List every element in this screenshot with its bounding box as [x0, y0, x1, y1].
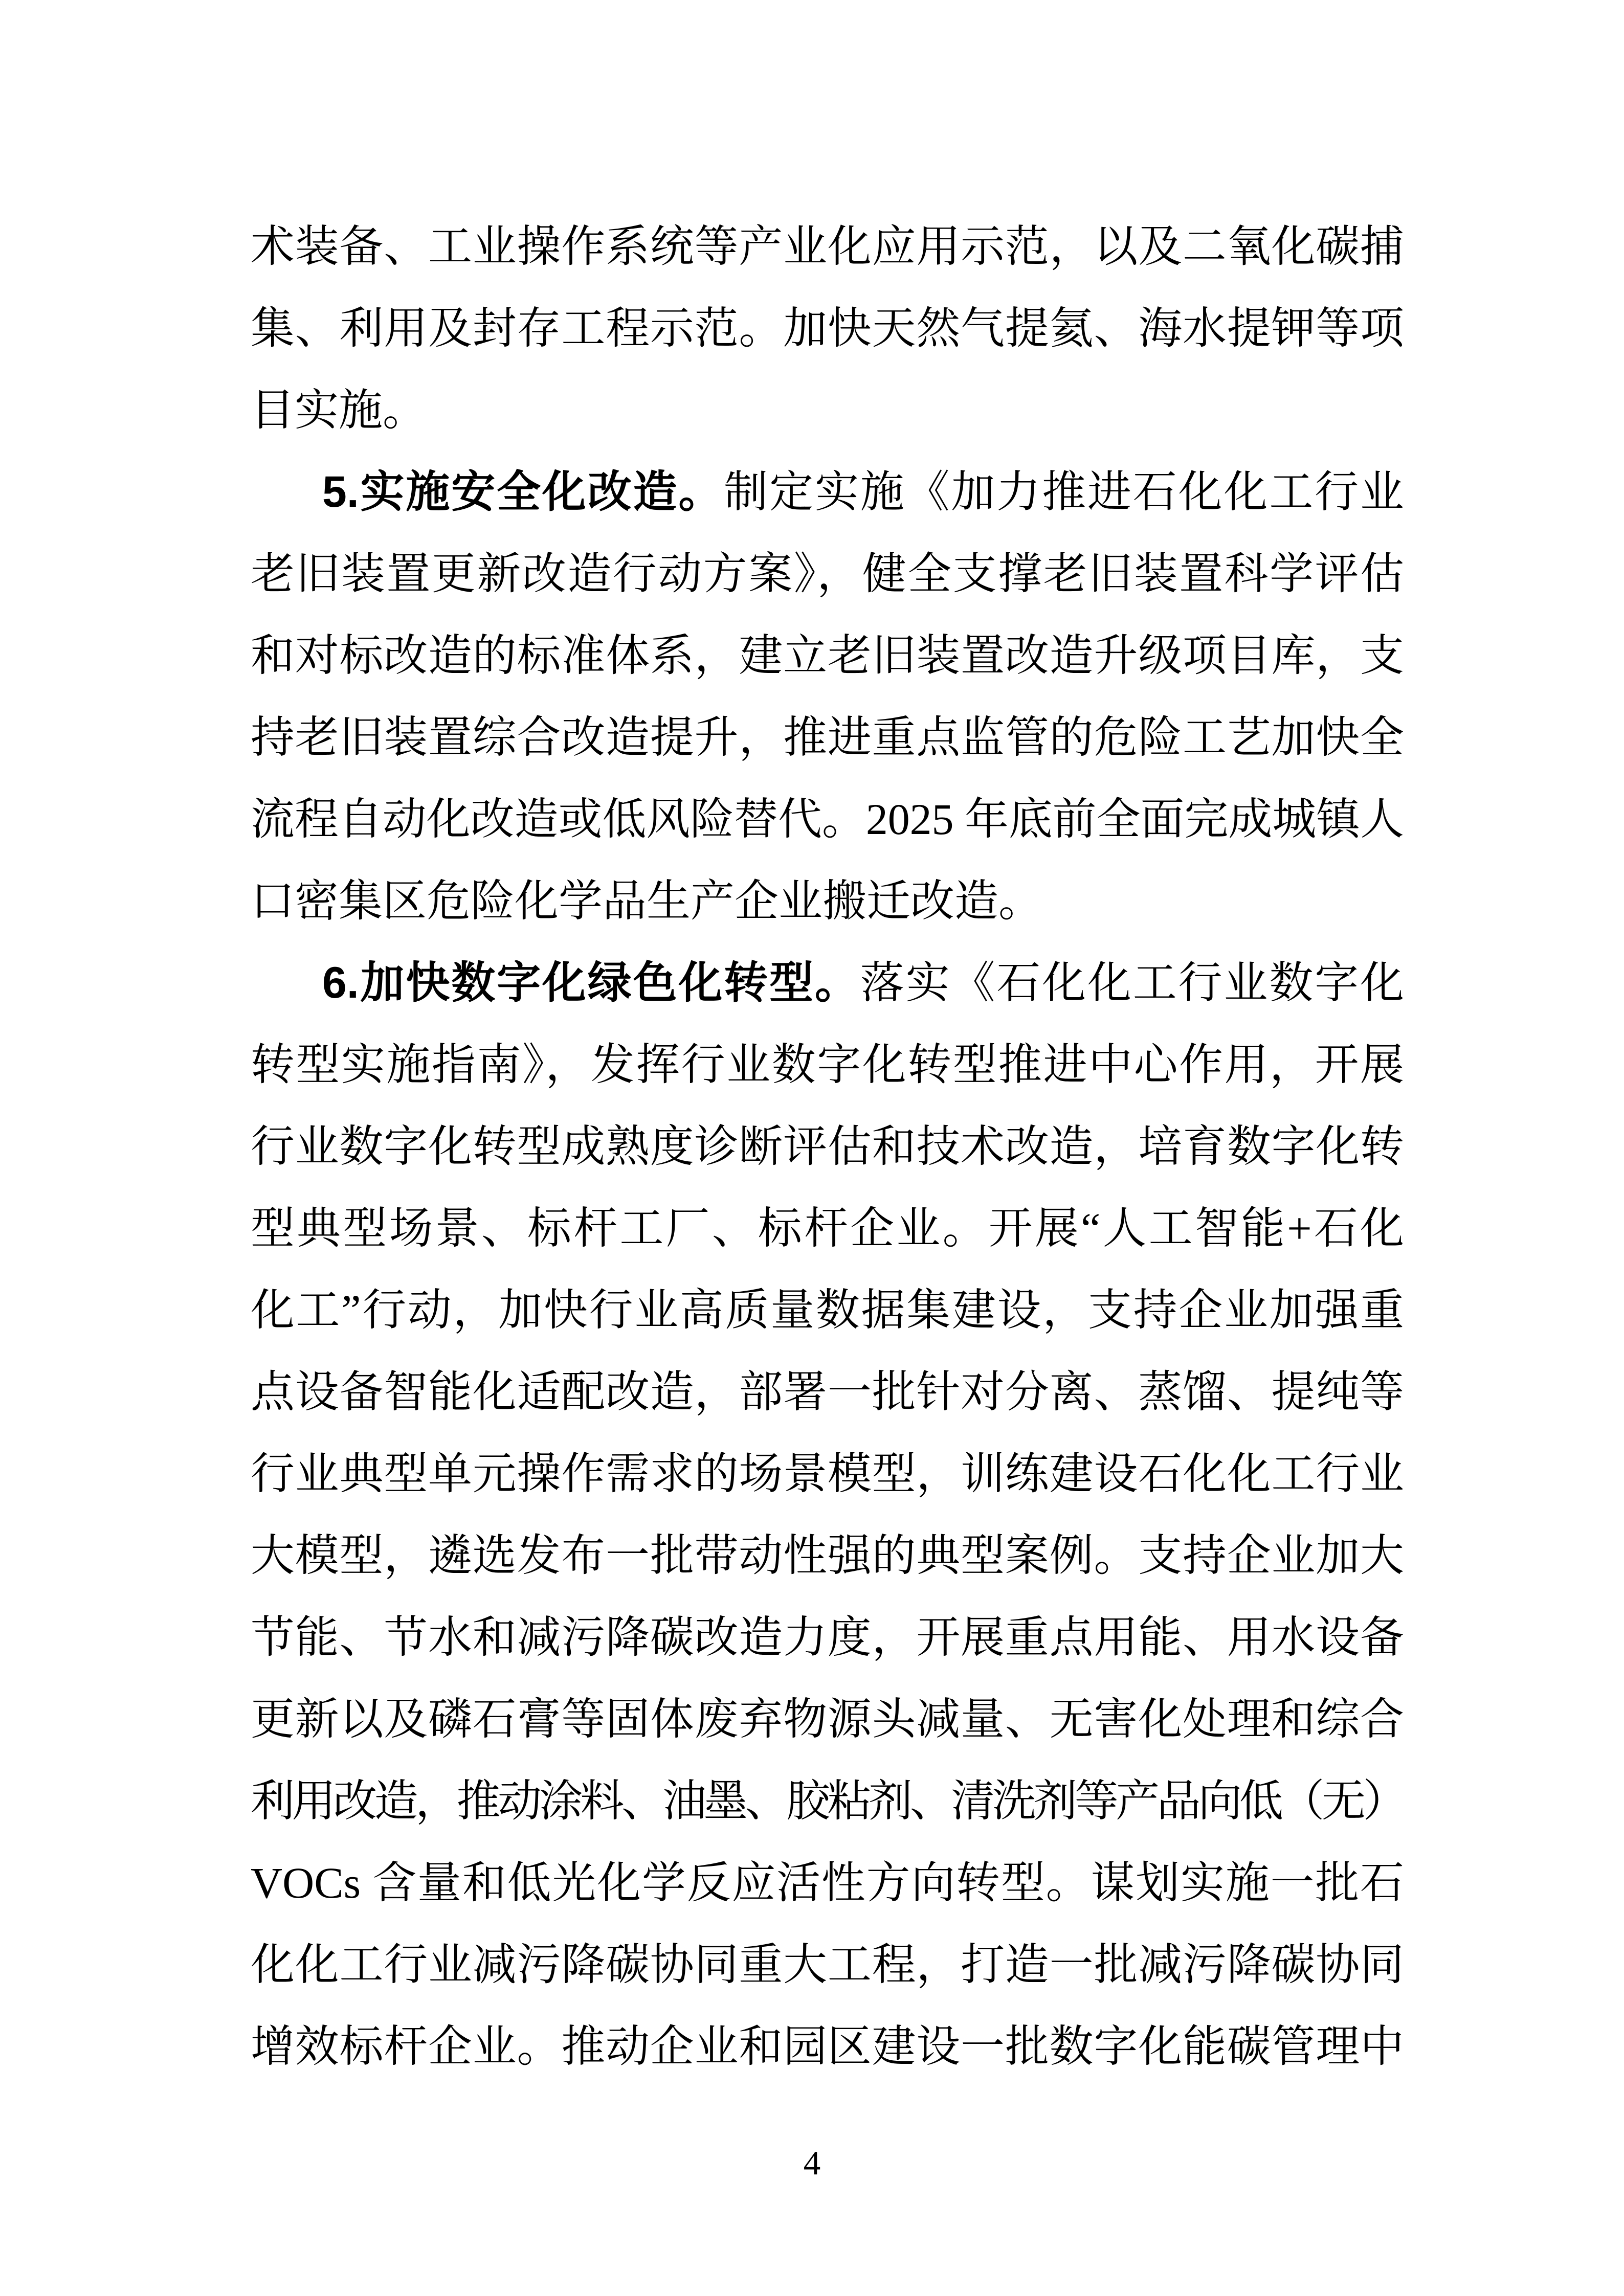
text-line — [251, 2006, 1404, 2087]
line-text: 更新以及磷石膏等固体废弃物源头减量、无害化处理和综合 — [251, 1695, 1404, 1744]
line-text: 制定实施《加力推进石化化工行业 — [724, 467, 1404, 516]
text-line — [251, 1842, 1404, 1924]
line-text: VOCs 含量和低光化学反应活性方向转型。谋划实施一批石 — [251, 1858, 1404, 1907]
page-number: 4 — [803, 2144, 821, 2182]
line-text: 增效标杆企业。推动企业和园区建设一批数字化能碳管理中 — [251, 2022, 1404, 2071]
line-text: 和对标改造的标准体系，建立老旧装置改造升级项目库，支 — [251, 631, 1404, 680]
text-line — [251, 533, 1404, 615]
line-bold-label: 5.实施安全化改造。 — [322, 467, 724, 516]
text-line — [251, 1678, 1404, 1760]
line-text: 老旧装置更新改造行动方案》，健全支撑老旧装置科学评估 — [251, 549, 1404, 598]
line-bold-label: 6.加快数字化绿色化转型。 — [322, 958, 860, 1007]
text-line — [251, 1351, 1404, 1433]
line-text: 术装备、工业操作系统等产业化应用示范，以及二氧化碳捕 — [251, 222, 1404, 271]
text-line — [251, 1024, 1404, 1106]
text-line — [251, 778, 1404, 860]
text-line — [251, 1106, 1404, 1187]
line-text: 行业典型单元操作需求的场景模型，训练建设石化化工行业 — [251, 1449, 1404, 1498]
line-text: 落实《石化化工行业数字化 — [860, 958, 1404, 1007]
line-text: 转型实施指南》，发挥行业数字化转型推进中心作用，开展 — [251, 1040, 1404, 1089]
line-text: 大模型，遴选发布一批带动性强的典型案例。支持企业加大 — [251, 1531, 1404, 1580]
line-text: 持老旧装置综合改造提升，推进重点监管的危险工艺加快全 — [251, 713, 1404, 762]
line-text: 点设备智能化适配改造，部署一批针对分离、蒸馏、提纯等 — [251, 1367, 1404, 1416]
text-line — [251, 1924, 1404, 2006]
text-line — [251, 369, 1404, 451]
line-text: 口密集区危险化学品生产企业搬迁改造。 — [251, 876, 1042, 926]
document-text — [251, 206, 1404, 2087]
text-line — [251, 1187, 1404, 1269]
text-line — [251, 1515, 1404, 1596]
line-text: 目实施。 — [251, 386, 427, 435]
text-line — [251, 206, 1404, 287]
text-line — [251, 451, 1404, 533]
line-text: 型典型场景、标杆工厂、标杆企业。开展“人工智能+石化 — [251, 1204, 1404, 1253]
text-line — [251, 287, 1404, 369]
text-line — [251, 942, 1404, 1024]
line-text: 集、利用及封存工程示范。加快天然气提氦、海水提钾等项 — [251, 304, 1404, 353]
text-line — [251, 615, 1404, 696]
text-line — [251, 1760, 1404, 1842]
line-text: 化工”行动，加快行业高质量数据集建设，支持企业加强重 — [251, 1286, 1404, 1335]
line-text: 化化工行业减污降碳协同重大工程，打造一批减污降碳协同 — [251, 1940, 1404, 1989]
text-line — [251, 1596, 1404, 1678]
text-line — [251, 1433, 1404, 1515]
line-text: 利用改造，推动涂料、油墨、胶粘剂、清洗剂等产品向低（无） — [251, 1776, 1404, 1826]
line-text: 流程自动化改造或低风险替代。2025 年底前全面完成城镇人 — [251, 795, 1404, 844]
line-text: 节能、节水和减污降碳改造力度，开展重点用能、用水设备 — [251, 1613, 1404, 1662]
text-line — [251, 1269, 1404, 1351]
text-line — [251, 860, 1404, 942]
text-line — [251, 696, 1404, 778]
line-text: 行业数字化转型成熟度诊断评估和技术改造，培育数字化转 — [251, 1122, 1404, 1171]
